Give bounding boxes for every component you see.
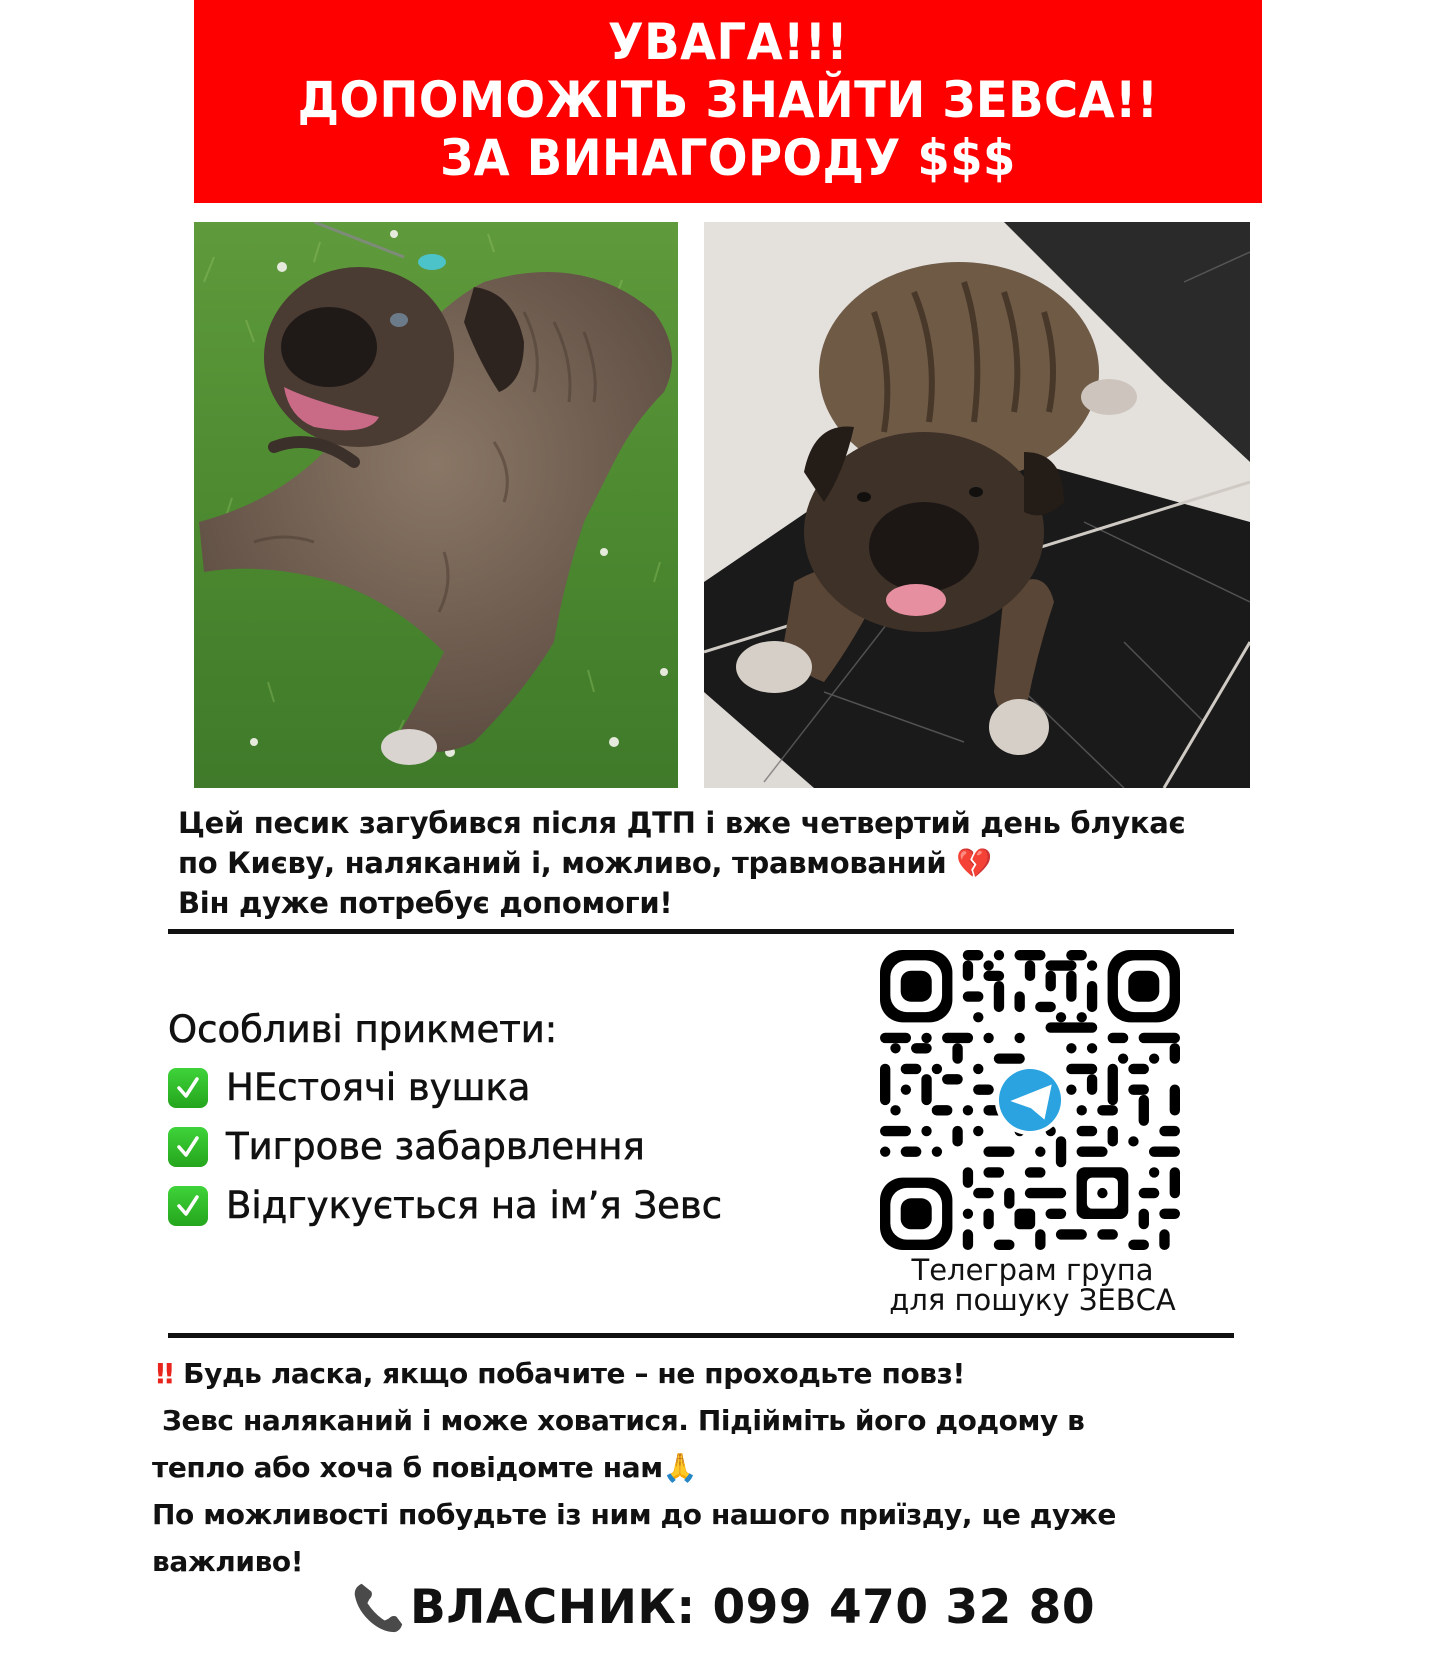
alert-banner xyxy=(194,0,1262,203)
feature-item xyxy=(168,1058,722,1117)
qr-code-icon xyxy=(880,950,1180,1250)
feature-item xyxy=(168,1117,722,1176)
qr-caption-line-1: Телеграм група xyxy=(911,1253,1154,1287)
story-paragraph xyxy=(178,803,1258,923)
feature-label: НЕстоячі вушка xyxy=(226,1066,531,1109)
appeal-line-4: По можливості побудьте із ним до нашого приїзду, це дуже xyxy=(152,1498,1116,1531)
appeal-line-5: важливо! xyxy=(152,1545,304,1578)
feature-label: Відгукується на ім’я Зевс xyxy=(226,1184,723,1227)
dog-photo-grass xyxy=(194,222,678,788)
appeal-line-3: тепло або хоча б повідомте нам🙏 xyxy=(152,1451,698,1484)
broken-heart-icon: 💔 xyxy=(956,846,993,880)
story-line-1: Цей песик загубився після ДТП і вже четвертий день блукає xyxy=(178,806,1186,840)
dog-on-tiles-image xyxy=(704,222,1250,788)
distinctive-features xyxy=(168,1002,722,1235)
check-mark-icon xyxy=(168,1186,208,1226)
appeal-paragraph xyxy=(152,1350,1252,1585)
feature-label: Тигрове забарвлення xyxy=(226,1125,645,1168)
appeal-line-1: ‼ Будь ласка, якщо побачите – не проходьте повз! xyxy=(156,1357,965,1390)
owner-contact[interactable] xyxy=(350,1578,1110,1636)
story-line-2: по Києву, наляканий і, можливо, травмований 💔 xyxy=(178,846,993,880)
banner-line-reward: ЗА ВИНАГОРОДУ $$$ xyxy=(440,128,1016,187)
features-title: Особливі прикмети: xyxy=(168,1008,558,1051)
qr-caption-line-2: для пошуку ЗЕВСА xyxy=(889,1283,1176,1317)
check-mark-icon xyxy=(168,1127,208,1167)
story-line-3: Він дуже потребує допомоги! xyxy=(178,886,673,920)
owner-phone-label: ВЛАСНИК: 099 470 32 80 xyxy=(410,1579,1096,1635)
praying-hands-icon: 🙏 xyxy=(662,1451,698,1484)
section-divider xyxy=(168,1333,1234,1338)
double-exclamation-icon: ‼ xyxy=(156,1357,174,1390)
feature-item xyxy=(168,1176,722,1235)
telegram-qr-code[interactable] xyxy=(880,950,1180,1250)
section-divider xyxy=(168,929,1234,934)
banner-line-attention: УВАГА!!! xyxy=(607,12,849,71)
banner-line-help-find: ДОПОМОЖІТЬ ЗНАЙТИ ЗЕВСА!! xyxy=(297,70,1159,129)
dog-on-grass-image xyxy=(194,222,678,788)
dog-photo-tiles xyxy=(704,222,1250,788)
telephone-receiver-icon xyxy=(350,1578,408,1636)
check-mark-icon xyxy=(168,1068,208,1108)
appeal-line-2: Зевс наляканий і може ховатися. Підійміть його додому в xyxy=(162,1404,1085,1437)
qr-caption xyxy=(860,1255,1205,1315)
